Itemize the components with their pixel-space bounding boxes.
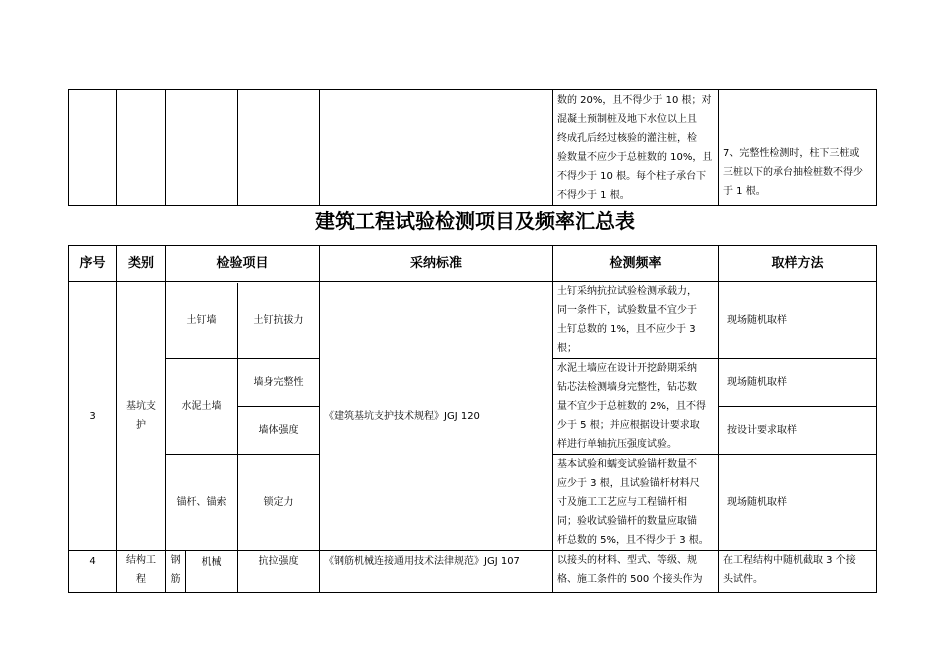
category-label: 基坑支护 bbox=[126, 401, 156, 431]
category-cell bbox=[117, 282, 166, 551]
method-line: 7、完整性检测时，柱下三桩或 bbox=[723, 148, 860, 159]
table-row bbox=[69, 282, 877, 359]
frequency-cell bbox=[553, 90, 719, 206]
method-line: 头试件。 bbox=[723, 574, 763, 585]
method-cell: 现场随机取样 bbox=[719, 455, 877, 551]
header-category: 类别 bbox=[117, 246, 166, 282]
frequency-line: 验数量不应少于总桩数的 10%，且 bbox=[557, 151, 713, 163]
param-name: 土钉抗拔力 bbox=[253, 314, 304, 326]
frequency-line: 不得少于 1 根。 bbox=[557, 189, 630, 201]
cell-category bbox=[117, 90, 166, 206]
sub-category-label: 钢筋 bbox=[170, 555, 181, 585]
header-standard: 采纳标准 bbox=[320, 246, 553, 282]
header-row bbox=[69, 246, 877, 282]
method-cell: 按设计要求取样 bbox=[719, 407, 877, 455]
category-cell bbox=[117, 551, 166, 593]
frequency-line: 终成孔后经过核验的灌注桩，检 bbox=[557, 132, 697, 144]
inspection-table bbox=[68, 245, 877, 593]
row-number: 4 bbox=[69, 551, 117, 593]
frequency-line: 钻芯法检测墙身完整性，钻芯数 bbox=[557, 382, 697, 393]
frequency-cell bbox=[553, 455, 719, 551]
frequency-cell bbox=[553, 359, 719, 455]
group-cell bbox=[166, 282, 320, 359]
group-name: 锚杆、锚索 bbox=[166, 455, 238, 551]
row-number: 3 bbox=[69, 282, 117, 551]
sub-category-cell bbox=[166, 551, 186, 593]
param-name: 墙身完整性 bbox=[238, 359, 320, 407]
standard-cell: 《建筑基坑支护技术规程》JGJ 120 bbox=[320, 282, 553, 551]
category-label: 结构工程 bbox=[126, 555, 156, 585]
header-method: 取样方法 bbox=[719, 246, 877, 282]
frequency-line: 数的 20%，且不得少于 10 根；对 bbox=[557, 94, 712, 106]
method-cell bbox=[719, 551, 877, 593]
method-line: 在工程结构中随机截取 3 个接 bbox=[723, 555, 856, 566]
table-row bbox=[69, 90, 877, 206]
cell-param bbox=[238, 90, 320, 206]
cell-group bbox=[166, 90, 238, 206]
frequency-line: 格、施工条件的 500 个接头作为 bbox=[557, 574, 703, 585]
continued-table bbox=[68, 89, 877, 206]
method-line: 于 1 根。 bbox=[723, 186, 766, 197]
standard-cell: 《钢筋机械连接通用技术法律规范》JGJ 107 bbox=[320, 551, 553, 593]
frequency-line: 基本试验和蠕变试验锚杆数量不 bbox=[557, 459, 697, 470]
frequency-line: 混凝土预制桩及地下水位以上且 bbox=[557, 113, 697, 125]
group-name: 水泥土墙 bbox=[166, 359, 238, 455]
frequency-line: 以接头的材料、型式、等级、规 bbox=[557, 555, 697, 566]
header-no: 序号 bbox=[69, 246, 117, 282]
frequency-line: 不得少于 10 根。每个柱子承台下 bbox=[557, 170, 707, 182]
param-name: 墙体强度 bbox=[238, 407, 320, 455]
method-line: 三桩以下的承台抽检桩数不得少 bbox=[723, 167, 863, 178]
table-row bbox=[69, 551, 877, 593]
frequency-line: 水泥土墙应在设计开挖龄期采纳 bbox=[557, 363, 697, 374]
frequency-line: 同一条件下，试验数量不宜少于 bbox=[557, 305, 697, 316]
header-item: 检验项目 bbox=[166, 246, 320, 282]
frequency-line: 寸及施工工艺应与工程锚杆相 bbox=[557, 497, 687, 508]
header-frequency: 检测频率 bbox=[553, 246, 719, 282]
method-cell: 现场随机取样 bbox=[719, 359, 877, 407]
frequency-line: 土钉总数的 1%，且不应少于 3 bbox=[557, 324, 696, 335]
cell-standard bbox=[320, 90, 553, 206]
frequency-cell bbox=[553, 282, 719, 359]
frequency-line: 杆总数的 5%，且不得少于 3 根。 bbox=[557, 535, 709, 546]
frequency-line: 根； bbox=[557, 343, 577, 354]
cell-no bbox=[69, 90, 117, 206]
group-name: 机械 bbox=[186, 551, 238, 593]
page-title: 建筑工程试验检测项目及频率汇总表 bbox=[315, 209, 635, 233]
frequency-line: 同；验收试验锚杆的数量应取锚 bbox=[557, 516, 697, 527]
frequency-line: 土钉采纳抗拉试验检测承载力， bbox=[557, 286, 697, 297]
frequency-cell bbox=[553, 551, 719, 593]
frequency-line: 样进行单轴抗压强度试验。 bbox=[557, 439, 677, 450]
param-name: 抗拉强度 bbox=[238, 551, 320, 593]
frequency-line: 少于 5 根；并应根据设计要求取 bbox=[557, 420, 700, 431]
method-cell: 现场随机取样 bbox=[719, 282, 877, 359]
method-cell bbox=[719, 90, 877, 206]
frequency-line: 量不宜少于总桩数的 2%，且不得 bbox=[557, 401, 707, 412]
frequency-line: 应少于 3 根，且试验锚杆材料尺 bbox=[557, 478, 700, 489]
param-name: 锁定力 bbox=[238, 455, 320, 551]
group-name: 土钉墙 bbox=[166, 283, 238, 358]
